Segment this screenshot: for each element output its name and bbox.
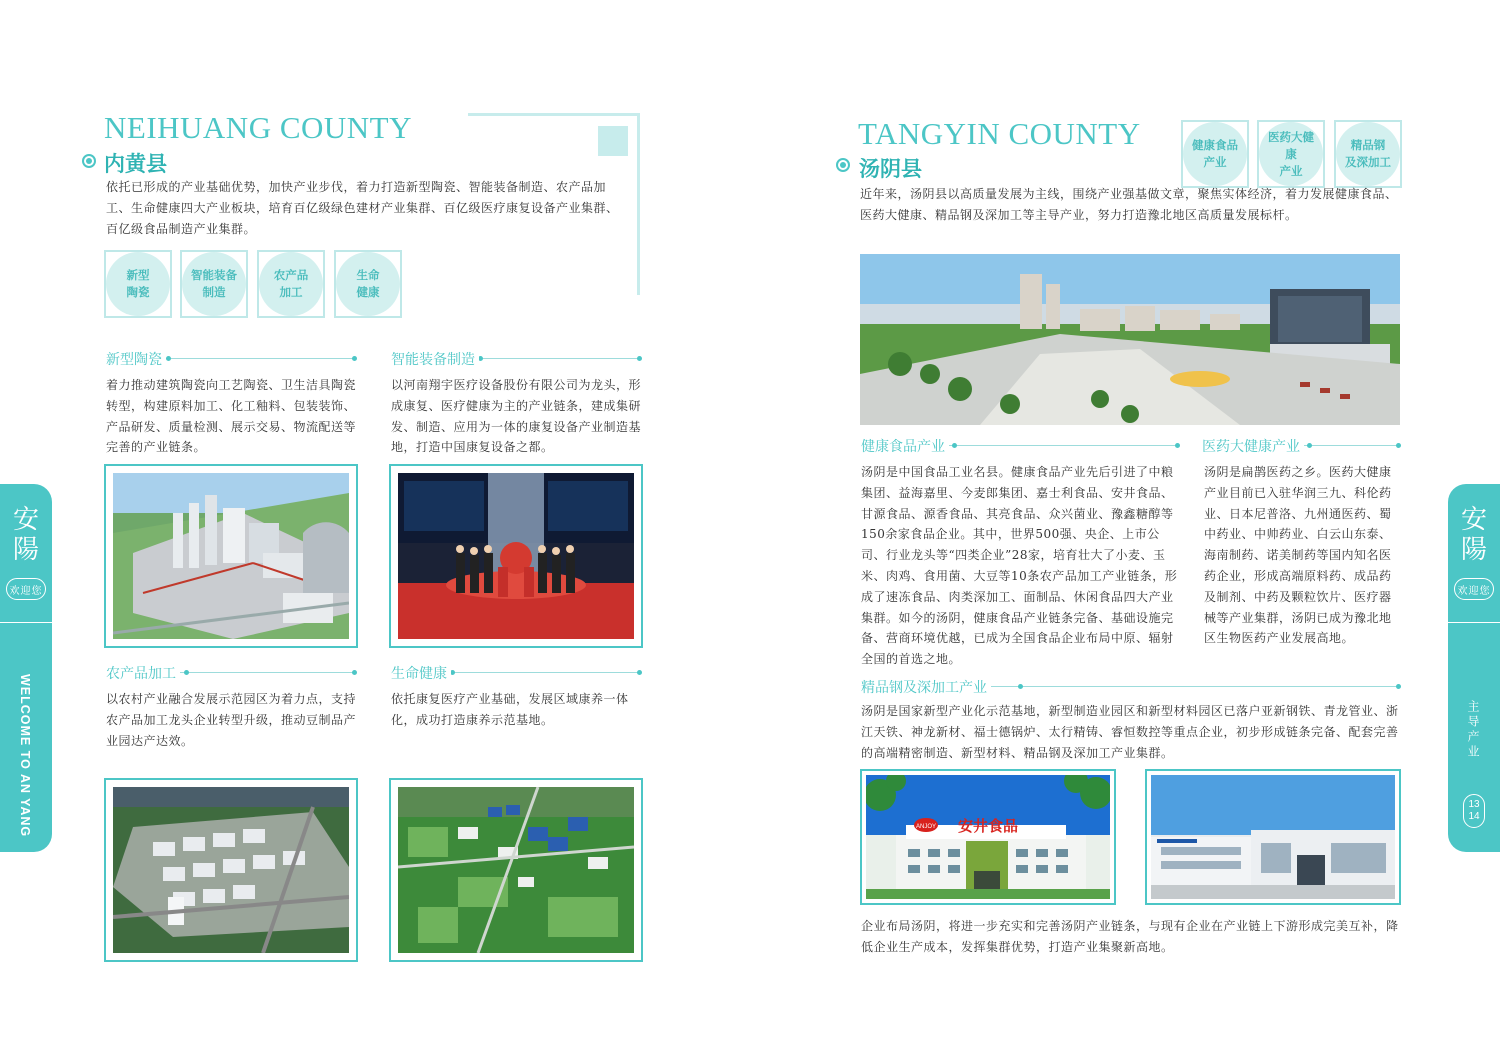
tag-new-ceramics: 新型 陶瓷 [104, 250, 172, 318]
side-title-yang: 陽 [12, 535, 39, 565]
closing-text: 企业布局汤阴，将进一步充实和完善汤阴产业链条，与现有企业在产业链上下游形成完美互补，降低企业生产成本，发挥集群优势，打造产业集聚新高地。 [861, 919, 1399, 954]
section-title-health: 生命健康 [391, 663, 451, 683]
section-text-equipment: 以河南翔宇医疗设备股份有限公司为龙头，形成康复、医疗健康为主的产业链条，建成集研发、制造、应用为一体的康复设备产业制造基地，打造中国康复设备之都。 [391, 378, 642, 455]
side-tab-left [0, 484, 52, 852]
section-text-agri: 以农村产业融合发展示范园区为着力点，支持农产品加工龙头企业转型升级，推动豆制品产业园达产达效。 [106, 692, 357, 748]
section-text-health: 依托康复医疗产业基础，发展区域康养一体化，成功打造康养示范基地。 [391, 692, 629, 727]
deco-frame-right [637, 113, 640, 295]
welcome-badge: 欢迎您 [6, 578, 46, 600]
deco-square [598, 126, 628, 156]
tag-life-health: 生命 健康 [334, 250, 402, 318]
tag-fine-steel: 精品钢 及深加工 [1334, 120, 1402, 188]
side-title-an-right: 安 [1460, 505, 1487, 535]
section-title-equipment: 智能装备制造 [391, 349, 479, 369]
section-title-agri: 农产品加工 [106, 663, 180, 683]
side-tab-right [1448, 484, 1500, 852]
photo-ceramics-plant [104, 464, 358, 648]
county-title-en-right: TANGYIN COUNTY [858, 116, 1141, 151]
deco-frame-top [468, 113, 640, 116]
photo-anjoy-factory [860, 769, 1116, 905]
side-divider-right [1448, 622, 1500, 623]
county-title-cn-right: 汤阴县 [859, 156, 922, 181]
photo-tangyin-panorama [860, 254, 1400, 425]
section-title-ceramics: 新型陶瓷 [106, 349, 166, 369]
section-text-health-food: 汤阴是中国食品工业名县。健康食品产业先后引进了中粮集团、益海嘉里、今麦郎集团、嘉士利食品、安井食品、甘源食品、源香食品、其亮食品、众兴菌业、豫鑫糖醇等150余家食品企业。其中，世界500强、央企、上市公司、行业龙头等“四类企业”28家，培育壮大了小麦、玉米、肉鸡、食用菌、大豆等10条农产品加工产业链条，形成了速冻食品、肉类深加工、面制品、休闲食品四大产业集群。如今的汤阴，健康食品产业链条完备、基础设施完备、营商环境优越，已成为全国食品企业布局中原、辐射全国的首选之地。 [861, 465, 1178, 667]
section-title-health-food: 健康食品产业 [861, 436, 949, 456]
tag-agri-processing: 农产品 加工 [257, 250, 325, 318]
county-title-cn: 内黄县 [104, 151, 167, 176]
section-text-medicine: 汤阴是扁鹊医药之乡。医药大健康产业目前已入驻华润三九、科伦药业、日本尼普洛、九州通医药、蜀中药业、中帅药业、白云山东泰、海南制药、诺美制药等国内知名医药企业，形成高端原料药、成品药及制剂、中药及颗粒饮片、医疗器械等产业集群，汤阴已成为豫北地区生物医药产业发展高地。 [1204, 465, 1392, 646]
section-title-medicine: 医药大健康产业 [1202, 436, 1304, 456]
photo-pharma-building [1145, 769, 1401, 905]
side-divider [0, 622, 52, 623]
section-text-ceramics: 着力推动建筑陶瓷向工艺陶瓷、卫生洁具陶瓷转型，构建原料加工、化工釉料、包装装饰、产品研发、质量检测、展示交易、物流配送等完善的产业链条。 [106, 378, 357, 455]
section-text-steel: 汤阴是国家新型产业化示范基地，新型制造业园区和新型材料园区已落户亚新钢铁、青龙管业、浙江天铁、神龙新材、福士德锅炉、太行精铸、睿恒数控等重点企业，初步形成链条完备、配套完善的高端精密制造、新型材料、精品钢及深加工产业集群。 [861, 704, 1399, 760]
photo-health-park [389, 778, 643, 962]
photo-listing-ceremony [389, 464, 643, 648]
county-intro-right: 近年来，汤阴县以高质量发展为主线，围绕产业强基做文章，聚焦实体经济，着力发展健康食品、医药大健康、精品钢及深加工等主导产业，努力打造豫北地区高质量发展标杆。 [860, 187, 1398, 222]
anjoy-sign-text: 安井食品 [957, 817, 1019, 835]
county-title-en: NEIHUANG COUNTY [104, 110, 412, 145]
side-section-label: 主导产业 [1466, 700, 1480, 760]
county-intro: 依托已形成的产业基础优势，加快产业步伐，着力打造新型陶瓷、智能装备制造、农产品加工、生命健康四大产业板块，培育百亿级绿色建材产业集群、百亿级医疗康复设备产业集群、百亿级食品制造产业集群。 [106, 180, 619, 236]
tag-health-food: 健康食品 产业 [1181, 120, 1249, 188]
photo-agri-park [104, 778, 358, 962]
welcome-badge-right: 欢迎您 [1454, 578, 1494, 600]
tag-medicine-health: 医药大健康 产业 [1257, 120, 1325, 188]
bullet-icon-right [836, 158, 850, 172]
section-dot [166, 356, 171, 361]
anjoy-logo-text: ANJOY [915, 824, 937, 830]
bullet-icon [82, 154, 96, 168]
tag-intelligent-equipment: 智能装备 制造 [180, 250, 248, 318]
section-title-steel: 精品钢及深加工产业 [861, 677, 991, 697]
page-number-badge: 13 14 [1463, 794, 1485, 828]
side-title-yang-right: 陽 [1460, 535, 1487, 565]
side-welcome-en: WELCOME TO AN YANG [18, 674, 32, 838]
side-title-an: 安 [12, 505, 39, 535]
